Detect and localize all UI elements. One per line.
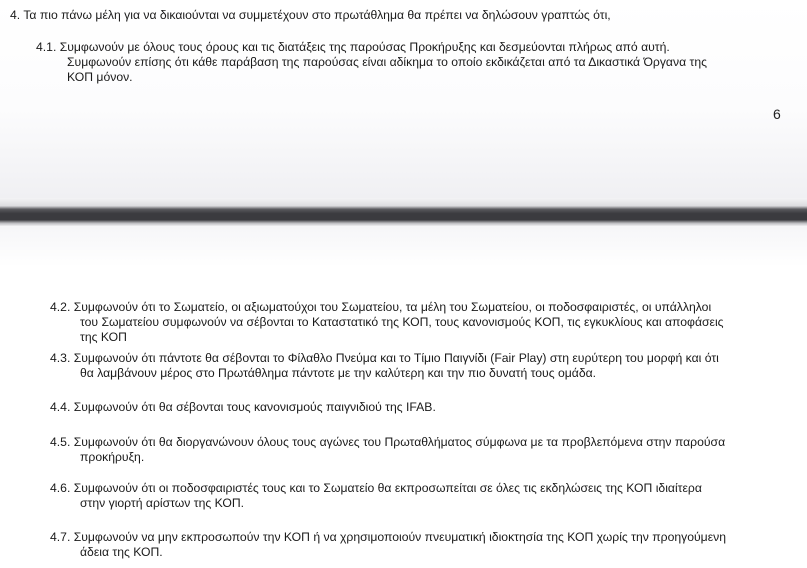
clause-4-4-line-1: 4.4. Συμφωνούν ότι θα σέβονται τους κανονισμούς παιγνιδιού της IFAB. — [50, 400, 436, 414]
page-number: 6 — [773, 106, 781, 122]
clause-4-2-line-1: 4.2. Συμφωνούν ότι το Σωματείο, οι αξιωματούχοι του Σωματείου, τα μέλη του Σωματείου, οι ποδοσφαιριστές, οι υπάλληλοι — [50, 300, 712, 314]
clause-4-1-line-3: ΚΟΠ μόνον. — [67, 70, 133, 84]
clause-4-3-line-1: 4.3. Συμφωνούν ότι πάντοτε θα σέβονται το Φίλαθλο Πνεύμα και το Τίμιο Παιγνίδι (Fair Play) στη ευρύτερη του μορφή και ότι — [50, 351, 719, 365]
clause-4-2-line-3: της ΚΟΠ — [80, 330, 127, 344]
scanned-page-top — [0, 0, 807, 198]
clause-4-6-line-2: στην γιορτή αρίστων της ΚΟΠ. — [80, 496, 245, 510]
clause-4-1-line-2: Συμφωνούν επίσης ότι κάθε παράβαση της παρούσας είναι αδίκημα το οποίο εκδικάζεται από τα Δικαστικά Όργανα της — [67, 55, 707, 69]
scanned-page-bottom — [0, 226, 807, 568]
clause-4-2-line-2: του Σωματείου συμφωνούν να σέβονται το Καταστατικό της ΚΟΠ, τους κανονισμούς ΚΟΠ, τις εγκυκλίους και αποφάσεις — [80, 315, 724, 329]
clause-4: 4. Τα πιο πάνω μέλη για να δικαιούνται να συμμετέχουν στο πρωτάθλημα θα πρέπει να δηλώσουν γραπτώς ότι, — [10, 8, 611, 22]
clause-4-5-line-1: 4.5. Συμφωνούν ότι θα διοργανώνουν όλους τους αγώνες του Πρωταθλήματος σύμφωνα με τα προβλεπόμενα στην παρούσα — [50, 435, 726, 449]
page-divider — [0, 198, 807, 226]
clause-4-6-line-1: 4.6. Συμφωνούν ότι οι ποδοσφαιριστές τους και το Σωματείο θα εκπροσωπείται σε όλες τις εκδηλώσεις της ΚΟΠ ιδιαίτερα — [50, 481, 702, 495]
clause-4-7-line-2: άδεια της ΚΟΠ. — [80, 545, 163, 559]
clause-4-5-line-2: προκήρυξη. — [80, 450, 145, 464]
clause-4-1-line-1: 4.1. Συμφωνούν με όλους τους όρους και τις διατάξεις της παρούσας Προκήρυξης και δεσμεύονται πλήρως από αυτή. — [36, 40, 670, 54]
clause-4-3-line-2: θα λαμβάνουν μέρος στο Πρωτάθλημα πάντοτε με την καλύτερη και την πιο δυνατή τους ομάδα. — [80, 366, 597, 380]
clause-4-7-line-1: 4.7. Συμφωνούν να μην εκπροσωπούν την ΚΟΠ ή να χρησιμοποιούν πνευματική ιδιοκτησία της ΚΟΠ χωρίς την προηγούμενη — [50, 530, 727, 544]
